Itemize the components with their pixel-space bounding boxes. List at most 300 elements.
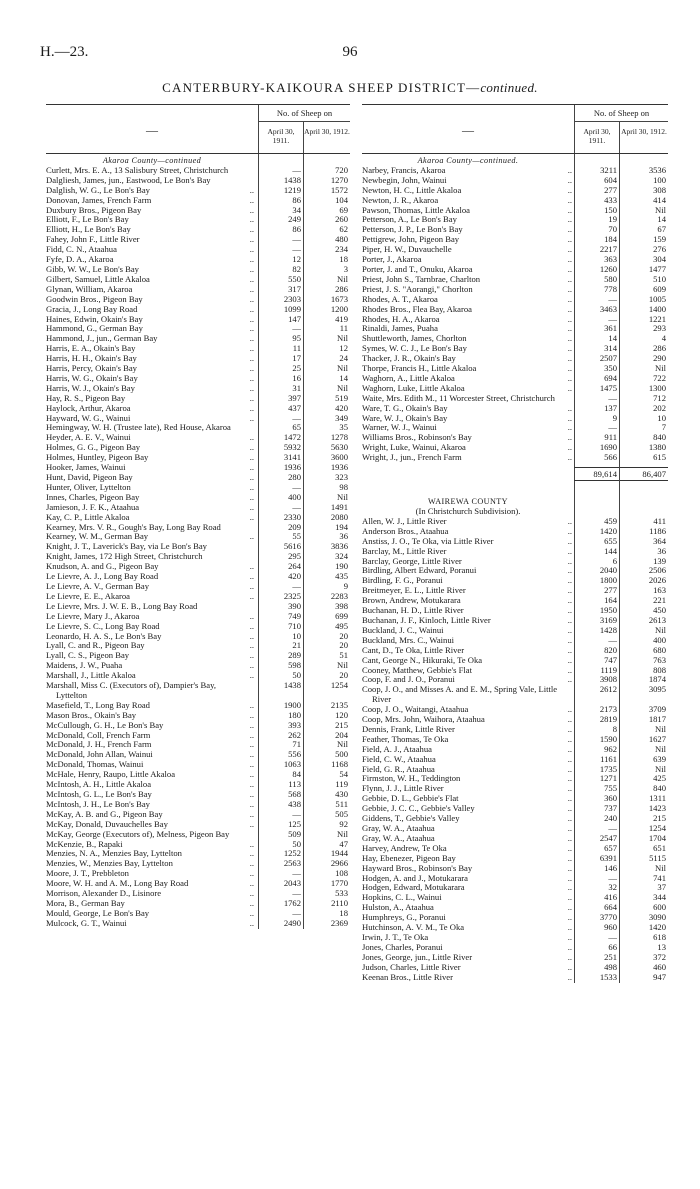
leader-dots: .. [567, 723, 572, 734]
leader-dots: .. [567, 892, 572, 903]
owner-name: Leonardo, H. A. S., Le Bon's Bay [46, 630, 162, 641]
sheep-1911: 498 [604, 961, 617, 972]
sheep-1911: 393 [288, 719, 301, 730]
owner-name: Pawson, Thomas, Little Akaloa [362, 204, 470, 215]
sheep-1912: 3 [343, 263, 348, 274]
owner-name: Waghorn, Luke, Little Akaloa [362, 382, 465, 393]
owner-name: Humphreys, G., Poranui [362, 912, 446, 923]
sheep-1911: 21 [292, 640, 301, 651]
sheep-1912: 1200 [330, 303, 348, 314]
owner-name: Ware, W. J., Okain's Bay [362, 412, 448, 423]
sheep-1911: 249 [288, 214, 301, 225]
leader-dots: .. [249, 660, 254, 671]
owner-name: Priest, J. S. "Aorangi," Chorlton [362, 283, 473, 294]
sheep-1911: 2563 [283, 858, 301, 869]
sheep-1912: 2283 [330, 590, 348, 601]
sheep-1912: 450 [653, 605, 666, 616]
sheep-1911: — [292, 501, 301, 512]
sheep-1911: 778 [604, 283, 617, 294]
sheep-1912: 190 [335, 561, 348, 572]
leader-dots: .. [249, 779, 254, 790]
table-row [362, 453, 668, 463]
leader-dots: .. [249, 392, 254, 403]
sheep-1911: 657 [604, 842, 617, 853]
table-row [46, 919, 350, 929]
owner-name: Jamieson, J. F. K., Ataahua [46, 501, 140, 512]
owner-name: Hunt, David, Pigeon Bay [46, 472, 133, 482]
owner-name: Buchanan, H. D., Little River [362, 605, 464, 616]
sheep-1911: 911 [604, 432, 617, 443]
sheep-1911: 2040 [599, 565, 617, 576]
akaroa-rows [362, 166, 668, 463]
leader-dots: .. [567, 961, 572, 972]
leader-dots: .. [249, 719, 254, 730]
sheep-1912: 741 [653, 872, 666, 883]
sheep-1911: 3211 [600, 164, 617, 175]
leader-dots: .. [249, 214, 254, 225]
leader-dots: .. [567, 194, 572, 205]
sheep-1911: 1533 [599, 971, 617, 982]
sheep-1911: — [608, 392, 617, 403]
sheep-1911: 164 [604, 595, 617, 606]
sheep-1912: 159 [653, 234, 666, 245]
sheep-1911: 710 [288, 620, 301, 631]
sheep-1912: 286 [335, 283, 348, 294]
sheep-1911: 420 [288, 571, 301, 582]
sheep-1912: 36 [657, 545, 666, 556]
sheep-1911: 184 [604, 234, 617, 245]
sheep-1911: 180 [288, 709, 301, 720]
sheep-1911: 34 [292, 204, 301, 215]
sheep-1912: 364 [653, 535, 666, 546]
header-col-1912: April 30, 1912. [303, 122, 350, 153]
leader-dots: .. [567, 382, 572, 393]
owner-name: Jones, Charles, Poranui [362, 941, 443, 952]
sheep-1912: 1627 [648, 733, 666, 744]
leader-dots: .. [567, 575, 572, 586]
leader-dots: .. [249, 184, 254, 195]
leader-dots: .. [567, 565, 572, 576]
leader-dots: .. [567, 353, 572, 364]
leader-dots: .. [567, 164, 572, 175]
sheep-1911: 509 [288, 828, 301, 839]
sheep-1912: 495 [335, 620, 348, 631]
sheep-1912: 680 [653, 644, 666, 655]
leader-dots: .. [249, 561, 254, 572]
sheep-1911: 6391 [599, 852, 617, 863]
sheep-1911: 566 [604, 452, 617, 463]
title-continued: continued. [480, 80, 538, 95]
owner-name: Menzies, W., Menzies Bay, Lyttelton [46, 858, 173, 869]
sheep-1912: 20 [339, 670, 348, 681]
sheep-1911: 3908 [599, 674, 617, 685]
owner-name: Gibb, W. W., Le Bon's Bay [46, 263, 139, 274]
sheep-1912: Nil [655, 763, 666, 774]
leader-dots: .. [249, 194, 254, 205]
owner-name: McKay, Donald, Duvauchelles Bay [46, 818, 168, 829]
owner-name: Harris, W. G., Okain's Bay [46, 372, 138, 383]
sheep-1912: 18 [339, 907, 348, 918]
owner-name: Buchanan, J. F., Kinloch, Little River [362, 614, 491, 625]
sheep-1911: 84 [292, 769, 301, 780]
leader-dots: .. [249, 858, 254, 869]
sheep-1912: Nil [655, 743, 666, 754]
leader-dots: .. [567, 595, 572, 606]
sheep-1912: 2135 [330, 699, 348, 710]
sheep-1911: 360 [604, 793, 617, 804]
sheep-1911: 144 [604, 545, 617, 556]
sheep-1911: 1900 [283, 699, 301, 710]
sheep-1912: 286 [653, 343, 666, 354]
owner-name: Hulston, A., Ataahua [362, 902, 434, 913]
leader-dots: .. [567, 363, 572, 374]
sheep-1911: 17 [292, 353, 301, 364]
owner-name: Curlett, Mrs. E. A., 13 Salisbury Street, Christchurch [46, 164, 229, 175]
owner-name: Breitmeyer, E. L., Little River [362, 585, 466, 596]
owner-name: Le Lievre, A. J., Long Bay Road [46, 571, 159, 582]
sheep-1912: 1400 [648, 303, 666, 314]
owner-name: Ware, T. G., Okain's Bay [362, 402, 448, 413]
owner-name: McHale, Henry, Raupo, Little Akaloa [46, 769, 176, 780]
leader-dots: .. [249, 739, 254, 750]
leader-dots: .. [249, 472, 254, 482]
sheep-1911: 416 [604, 892, 617, 903]
sheep-1912: 290 [653, 353, 666, 364]
leader-dots: .. [567, 753, 572, 764]
sheep-1911: 50 [292, 838, 301, 849]
sheep-1912: 234 [335, 244, 348, 255]
sheep-1911: 962 [604, 743, 617, 754]
sheep-1912: 1186 [649, 525, 666, 536]
owner-name: Symes, W. C. J., Le Bon's Bay [362, 343, 467, 354]
sheep-1912: 533 [335, 888, 348, 899]
owner-name: Porter, J., Akaroa [362, 254, 422, 265]
sheep-1912: 37 [657, 882, 666, 893]
leader-dots: .. [567, 525, 572, 536]
leader-dots: .. [567, 902, 572, 913]
leader-dots: .. [249, 263, 254, 274]
leader-dots: .. [567, 244, 572, 255]
sheep-1912: 699 [335, 610, 348, 621]
sheep-1912: 323 [335, 472, 348, 482]
leader-dots: .. [567, 634, 572, 645]
owner-name: McKay, George (Executors of), Melness, Pigeon Bay [46, 828, 230, 839]
table-row [362, 656, 668, 666]
leader-dots: .. [567, 545, 572, 556]
leader-dots: .. [567, 882, 572, 893]
leader-dots: .. [249, 580, 254, 591]
leader-dots: .. [567, 442, 572, 453]
sheep-1912: 1874 [648, 674, 666, 685]
sheep-1912: 1278 [330, 432, 348, 443]
leader-dots: .. [249, 313, 254, 324]
table-row [362, 685, 668, 705]
sheep-1912: 100 [653, 174, 666, 185]
total-rule-bottom [574, 480, 668, 481]
sheep-1912: 1221 [648, 313, 666, 324]
leader-dots: .. [249, 511, 254, 522]
sheep-1911: 604 [604, 174, 617, 185]
sheep-1911: — [292, 323, 301, 334]
leader-dots: .. [567, 184, 572, 195]
leader-dots: .. [567, 842, 572, 853]
sheep-1912: 1168 [331, 759, 348, 770]
sheep-1911: — [292, 580, 301, 591]
owner-name: Coop, J. O., and Misses A. and E. M., Spring Vale, Little River [362, 684, 558, 705]
leader-dots: .. [567, 714, 572, 725]
sheep-1912: 3536 [648, 164, 666, 175]
leader-dots: .. [567, 313, 572, 324]
leader-dots: .. [249, 848, 254, 859]
owner-name: Hopkins, C. L., Wainui [362, 892, 442, 903]
sheep-1911: 361 [604, 323, 617, 334]
sheep-1912: 2369 [330, 917, 348, 928]
owner-name: Hayward Bros., Robinson's Bay [362, 862, 473, 873]
leader-dots: .. [249, 709, 254, 720]
sheep-1911: 2490 [283, 917, 301, 928]
sheep-1912: 1673 [330, 293, 348, 304]
leader-dots: .. [567, 823, 572, 833]
sheep-1911: 65 [292, 422, 301, 433]
owner-name: Coop, F. and J. O., Poranui [362, 674, 455, 685]
sheep-1912: 420 [335, 402, 348, 413]
owner-name: Petterson, J. P., Le Bon's Bay [362, 224, 463, 235]
owner-name: Warner, W. J., Wainui [362, 422, 437, 433]
owner-name: Rhodes Bros., Flea Bay, Akaroa [362, 303, 472, 314]
owner-name: Hooker, James, Wainui [46, 462, 126, 473]
sheep-1912: 2110 [331, 897, 348, 908]
sheep-1912: 260 [335, 214, 348, 225]
leader-dots: .. [567, 174, 572, 185]
sheep-1911: 86 [292, 224, 301, 235]
leader-dots: .. [249, 650, 254, 661]
page-title [0, 80, 700, 96]
sheep-1912: 2613 [648, 614, 666, 625]
leader-dots: .. [567, 323, 572, 334]
sheep-1911: 1119 [600, 664, 617, 675]
header-col-1911: April 30, 1911. [258, 122, 303, 153]
total-1912: 86,407 [642, 469, 666, 480]
owner-name: Knight, J. T., Laverick's Bay, via Le Bon's Bay [46, 541, 207, 552]
owner-name: Coop, Mrs. John, Waihora, Ataahua [362, 714, 485, 725]
sheep-1912: 600 [653, 902, 666, 913]
owner-name: Hammond, J., jun., German Bay [46, 333, 158, 344]
sheep-1911: — [608, 931, 617, 942]
header-no-sheep: No. of Sheep on [574, 105, 668, 122]
sheep-1912: 9 [343, 580, 348, 591]
sheep-1912: 1477 [648, 263, 666, 274]
sheep-1911: 737 [604, 803, 617, 814]
sheep-1912: 480 [335, 234, 348, 245]
sheep-1912: 12 [339, 343, 348, 354]
leader-dots: .. [249, 729, 254, 740]
owner-name: Haines, Edwin, Okain's Bay [46, 313, 143, 324]
sheep-1911: 1252 [283, 848, 301, 859]
owner-name: Hodgen, A. and J., Motukarara [362, 872, 468, 883]
sheep-1912: 69 [339, 204, 348, 215]
sheep-1912: Nil [337, 491, 348, 502]
leader-dots: .. [249, 907, 254, 918]
leader-dots: .. [567, 412, 572, 423]
leader-dots: .. [249, 244, 254, 255]
sheep-1911: 1260 [599, 263, 617, 274]
leader-dots: .. [567, 263, 572, 274]
header-col-1912: April 30, 1912. [619, 122, 668, 153]
leader-dots: .. [567, 951, 572, 962]
sheep-1911: 400 [288, 491, 301, 502]
owner-name: Mulcock, G. T., Wainui [46, 917, 127, 928]
sheep-1912: 947 [653, 971, 666, 982]
leader-dots: .. [567, 293, 572, 304]
leader-dots: .. [567, 733, 572, 744]
leader-dots: .. [249, 353, 254, 364]
owner-name: Birdling, F. G., Poranui [362, 575, 443, 586]
sheep-1911: 137 [604, 402, 617, 413]
sheep-1912: 1380 [648, 442, 666, 453]
leader-dots: .. [567, 535, 572, 546]
wairewa-rows [362, 517, 668, 983]
sheep-1912: 500 [335, 749, 348, 760]
owner-name: Hutchinson, A. V. M., Te Oka [362, 922, 465, 933]
owner-name: Priest, John S., Tarnbrae, Charlton [362, 273, 481, 284]
sheep-1912: 2080 [330, 511, 348, 522]
sheep-1911: 2330 [283, 511, 301, 522]
leader-dots: .. [249, 432, 254, 443]
sheep-1912: 1944 [330, 848, 348, 859]
sheep-1911: 350 [604, 363, 617, 374]
leader-dots: .. [249, 481, 254, 492]
table-row [46, 305, 350, 315]
leader-dots: .. [567, 941, 572, 952]
sheep-1912: 3709 [648, 704, 666, 715]
owner-name: Fyfe, D. A., Akaroa [46, 254, 114, 265]
sheep-1911: 438 [288, 798, 301, 809]
leader-dots: .. [567, 931, 572, 942]
leader-dots: .. [567, 813, 572, 824]
leader-dots: .. [567, 922, 572, 933]
owner-name: Dalgliesh, James, jun., Eastwood, Le Bon's Bay [46, 174, 211, 185]
sheep-1912: 62 [339, 224, 348, 235]
leader-dots: .. [249, 670, 254, 681]
sheep-1912: 54 [339, 769, 348, 780]
owner-name: Gilbert, Samuel, Little Akaloa [46, 273, 150, 284]
sheep-1912: 1423 [648, 803, 666, 814]
table-row [46, 622, 350, 632]
table-row [46, 681, 350, 701]
owner-name: Barclay, M., Little River [362, 545, 447, 556]
sheep-1911: 1161 [600, 753, 617, 764]
owner-name: Le Lievre, Mrs. J. W. E. B., Long Bay Road [46, 600, 198, 611]
table-header [362, 104, 668, 154]
sheep-1911: 1438 [283, 174, 301, 185]
sheep-1911: 147 [288, 313, 301, 324]
sheep-1911: — [608, 634, 617, 645]
leader-dots: .. [249, 204, 254, 215]
owner-name: McDonald, Coll, French Farm [46, 729, 151, 740]
sheep-1912: 36 [339, 531, 348, 542]
sheep-1912: 1254 [648, 823, 666, 833]
sheep-1911: — [292, 808, 301, 819]
leader-dots: .. [567, 254, 572, 265]
owner-name: Kearney, Mrs. V. R., Gough's Bay, Long Bay Road [46, 521, 221, 532]
sheep-1911: 1735 [599, 763, 617, 774]
sheep-1912: 5630 [330, 442, 348, 453]
sheep-1911: 16 [292, 372, 301, 383]
sheep-1911: 25 [292, 363, 301, 374]
leader-dots: .. [249, 620, 254, 631]
sheep-1912: 349 [335, 412, 348, 423]
sheep-1911: 1950 [599, 605, 617, 616]
sheep-1912: 609 [653, 283, 666, 294]
sheep-1911: 31 [292, 382, 301, 393]
sheep-1911: 150 [604, 204, 617, 215]
leader-dots: .. [249, 323, 254, 334]
sheep-1911: 5616 [283, 541, 301, 552]
sheep-1911: 277 [604, 184, 617, 195]
leader-dots: .. [249, 838, 254, 849]
sheep-1912: 510 [653, 273, 666, 284]
sheep-1911: 113 [288, 779, 301, 790]
sheep-1912: 24 [339, 353, 348, 364]
leader-dots: .. [249, 303, 254, 314]
sheep-1911: — [608, 823, 617, 833]
sheep-1911: — [292, 868, 301, 879]
sheep-1911: 8 [612, 723, 617, 734]
owner-name: Harris, H. H., Okain's Bay [46, 353, 137, 364]
leader-dots: .. [567, 214, 572, 225]
sheep-1911: 10 [292, 630, 301, 641]
sheep-1911: — [292, 888, 301, 899]
leader-dots: .. [249, 224, 254, 235]
sheep-1912: 5115 [649, 852, 666, 863]
leader-dots: .. [249, 333, 254, 344]
leader-dots: .. [249, 402, 254, 413]
sheep-1911: 2819 [599, 714, 617, 725]
leader-dots: .. [567, 872, 572, 883]
leader-dots: .. [249, 640, 254, 651]
sheep-1911: 32 [608, 882, 617, 893]
leader-dots: .. [567, 422, 572, 433]
sheep-1912: 20 [339, 640, 348, 651]
sheep-1911: 1762 [283, 897, 301, 908]
owner-name: Wright, Luke, Wainui, Akaroa [362, 442, 466, 453]
owner-name: Knudson, A. and G., Pigeon Bay [46, 561, 159, 572]
sheep-1912: 344 [653, 892, 666, 903]
owner-name: Masefield, T., Long Bay Road [46, 699, 150, 710]
owner-name: Irwin, J. T., Te Oka [362, 931, 429, 942]
sheep-1911: 95 [292, 333, 301, 344]
owner-name: Cant, D., Te Oka, Little River [362, 644, 465, 655]
sheep-1911: 655 [604, 535, 617, 546]
leader-dots: .. [249, 382, 254, 393]
leader-dots: .. [249, 372, 254, 383]
leader-dots: .. [567, 515, 572, 526]
sheep-1911: 1590 [599, 733, 617, 744]
owner-name: McCullough, G. H., Le Bon's Bay [46, 719, 164, 730]
leader-dots: .. [567, 372, 572, 383]
sheep-1912: Nil [337, 660, 348, 671]
sheep-1912: 712 [653, 392, 666, 403]
owner-name: Thorpe, Francis H., Little Akaloa [362, 363, 477, 374]
owner-name: Harris, W. J., Okain's Bay [46, 382, 135, 393]
leader-dots: .. [249, 273, 254, 284]
owner-name: Narbey, Francis, Akaroa [362, 164, 446, 175]
sheep-1912: 204 [335, 729, 348, 740]
sheep-1912: 104 [335, 194, 348, 205]
sheep-1912: 3836 [330, 541, 348, 552]
leader-dots: .. [567, 452, 572, 463]
sheep-1912: Nil [655, 363, 666, 374]
